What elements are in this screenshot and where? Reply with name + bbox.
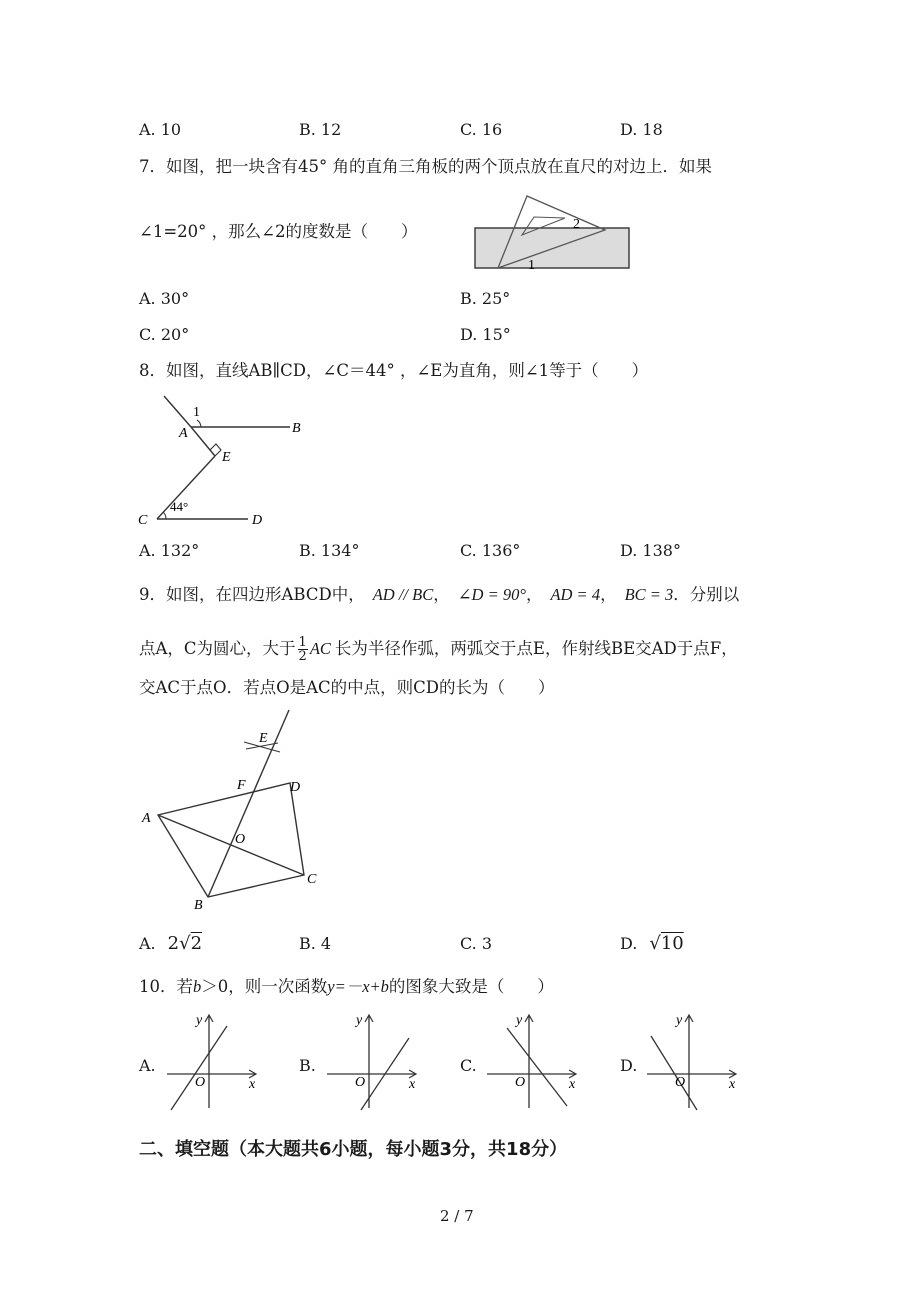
- svg-text:y: y: [516, 1013, 523, 1028]
- q8-angle-44: 44°: [170, 499, 189, 514]
- q9-cond-bc: BC = 3: [624, 585, 674, 604]
- q6-option-c: C. 16: [460, 120, 503, 139]
- q9-quadrilateral-figure: [140, 705, 330, 915]
- svg-text:O: O: [355, 1075, 366, 1090]
- svg-text:y: y: [196, 1013, 203, 1028]
- svg-text:x: x: [729, 1077, 736, 1092]
- svg-text:y: y: [676, 1013, 683, 1028]
- q10-option-a-label: A.: [139, 1056, 156, 1075]
- q9-stem-line2: 点A，C为圆心，大于 $\frac{1}{2}$ AC 长为半径作弧，两弧交于点E，作射线BE交AD于点F，: [139, 635, 738, 664]
- q9-point-O: O: [235, 832, 246, 847]
- q10-option-c-label: C.: [460, 1056, 477, 1075]
- ruler-shape: [475, 228, 629, 268]
- q7-option-c: C. 20°: [139, 325, 190, 344]
- q9-point-F: F: [237, 778, 246, 793]
- svg-text:x: x: [409, 1077, 416, 1092]
- q9-option-c: C. 3: [460, 934, 493, 953]
- q9-option-d: D. √10: [620, 933, 684, 954]
- q7-option-a: A. 30°: [139, 289, 190, 308]
- svg-text:x: x: [569, 1077, 576, 1092]
- q8-option-b: B. 134°: [299, 541, 360, 560]
- q8-angle-1: 1: [193, 405, 200, 420]
- q10-graph-b: [323, 1010, 423, 1112]
- q8-point-A: A: [179, 426, 188, 441]
- section-2-heading: 二、填空题（本大题共6小题，每小题3分，共18分）: [139, 1139, 568, 1160]
- q10-graph-d: [643, 1010, 743, 1112]
- q9-stem-line1: 9．如图，在四边形ABCD中， AD // BC， ∠D = 90°， AD = 4， BC = 3．分别以: [139, 585, 740, 604]
- q8-point-C: C: [138, 513, 148, 528]
- q7-stem-line2: ∠1=20° ，那么∠2的度数是（ ）: [139, 222, 418, 241]
- q10-option-b-label: B.: [299, 1056, 316, 1075]
- q10-graph-a: [163, 1010, 263, 1112]
- q9-point-E: E: [259, 731, 268, 746]
- q9-cond-angle: ∠D = 90°: [457, 585, 526, 604]
- q9-point-A: A: [142, 811, 151, 826]
- q9-point-D: D: [290, 780, 301, 795]
- svg-text:O: O: [675, 1075, 686, 1090]
- q6-option-b: B. 12: [299, 120, 342, 139]
- q8-point-B: B: [292, 421, 301, 436]
- q6-option-d: D. 18: [620, 120, 663, 139]
- q9-cond-ad: AD = 4: [550, 585, 601, 604]
- q8-option-d: D. 138°: [620, 541, 681, 560]
- q9-cond-parallel: AD // BC: [372, 585, 434, 604]
- q8-stem: 8．如图，直线AB∥CD，∠C＝44° ，∠E为直角，则∠1等于（ ）: [139, 361, 649, 380]
- q10-graph-c: [483, 1010, 583, 1112]
- q7-stem-line1: 7．如图，把一块含有45° 角的直角三角板的两个顶点放在直尺的对边上．如果: [139, 157, 712, 176]
- svg-text:O: O: [515, 1075, 526, 1090]
- q7-label-2: 2: [573, 217, 580, 232]
- q10-stem: 10．若b＞0，则一次函数y=－x+b的图象大致是（ ）: [139, 977, 554, 996]
- svg-text:x: x: [249, 1077, 256, 1092]
- svg-text:O: O: [195, 1075, 206, 1090]
- q9-option-b: B. 4: [299, 934, 332, 953]
- q8-parallel-lines-figure: [130, 392, 320, 532]
- q10-option-d-label: D.: [620, 1056, 638, 1075]
- q7-option-d: D. 15°: [460, 325, 511, 344]
- q9-point-B: B: [194, 898, 203, 913]
- q8-option-a: A. 132°: [139, 541, 200, 560]
- q6-option-a: A. 10: [139, 120, 182, 139]
- q8-point-D: D: [252, 513, 263, 528]
- q7-ruler-triangle-figure: [470, 190, 635, 275]
- q9-option-a: A. 2√2: [139, 933, 203, 954]
- q9-point-C: C: [307, 872, 317, 887]
- q9-fraction-half: $\frac{1}{2}$: [298, 635, 307, 664]
- page-number: 2 / 7: [440, 1207, 474, 1225]
- svg-text:y: y: [356, 1013, 363, 1028]
- q8-point-E: E: [222, 450, 231, 465]
- q7-option-b: B. 25°: [460, 289, 511, 308]
- q9-stem-line3: 交AC于点O．若点O是AC的中点，则CD的长为（ ）: [139, 678, 555, 697]
- q7-label-1: 1: [528, 258, 535, 273]
- q8-option-c: C. 136°: [460, 541, 521, 560]
